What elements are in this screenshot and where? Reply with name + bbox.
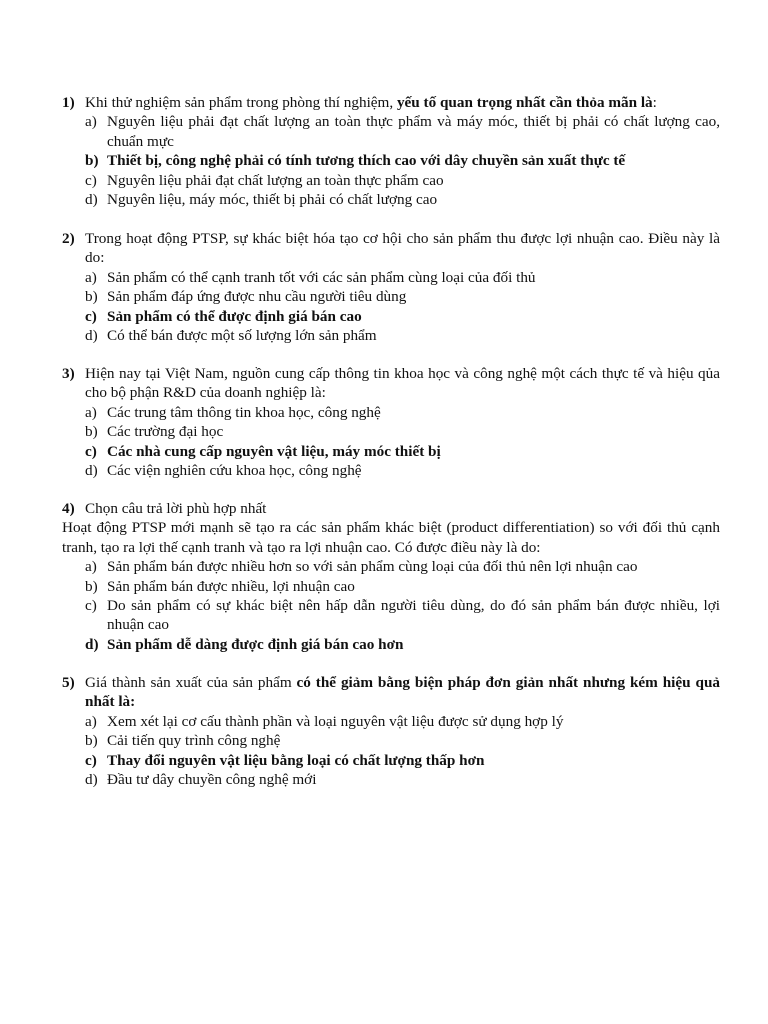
answer-option-a xyxy=(62,268,720,287)
option-text: Sản phẩm đáp ứng được nhu cầu người tiêu dùng xyxy=(107,288,407,306)
answer-option-c xyxy=(62,751,720,770)
question-stem xyxy=(62,499,720,518)
option-text: Sản phẩm bán được nhiều hơn so với sản phẩm cùng loại của đối thủ nên lợi nhuận cao xyxy=(107,558,638,576)
question-stem xyxy=(62,93,720,112)
option-label: c) xyxy=(85,307,97,325)
answer-options xyxy=(62,557,720,654)
option-text: Thay đổi nguyên vật liệu bằng loại có chất lượng thấp hơn xyxy=(107,751,485,769)
question-stem xyxy=(62,229,720,268)
option-text: Nguyên liệu, máy móc, thiết bị phải có chất lượng cao xyxy=(107,191,438,209)
option-label: a) xyxy=(85,403,97,421)
answer-options xyxy=(62,403,720,481)
stem-text: Trong hoạt động PTSP, sự khác biệt hóa tạo cơ hội cho sản phẩm thu được lợi nhuận cao. Điều này là do: xyxy=(85,230,720,267)
option-text: Có thể bán được một số lượng lớn sản phẩm xyxy=(107,327,377,345)
option-text: Các trường đại học xyxy=(107,423,224,441)
option-label: d) xyxy=(85,191,98,209)
answer-option-a xyxy=(62,112,720,151)
question-5 xyxy=(62,673,720,789)
option-text: Nguyên liệu phải đạt chất lượng an toàn thực phẩm và máy móc, thiết bị phải có chất lượng cao, chuẩn mực xyxy=(107,113,720,150)
option-text: Đầu tư dây chuyền công nghệ mới xyxy=(107,771,317,789)
answer-option-c xyxy=(62,171,720,190)
option-label: b) xyxy=(85,423,98,441)
question-number: 3) xyxy=(62,365,75,382)
answer-option-a xyxy=(62,403,720,422)
answer-option-d xyxy=(62,190,720,209)
answer-option-a xyxy=(62,557,720,576)
option-label: d) xyxy=(85,771,98,789)
option-text: Sản phẩm dễ dàng được định giá bán cao hơn xyxy=(107,635,404,653)
answer-option-d xyxy=(62,326,720,345)
answer-option-b xyxy=(62,287,720,306)
stem-emphasis: có thể giảm bằng biện pháp đơn giản nhất nhưng kém hiệu quả nhất là: xyxy=(85,674,720,711)
answer-option-a xyxy=(62,712,720,731)
answer-option-b xyxy=(62,731,720,750)
question-number: 4) xyxy=(62,500,75,517)
question-number: 2) xyxy=(62,230,75,247)
option-label: a) xyxy=(85,268,97,286)
option-label: c) xyxy=(85,442,97,460)
option-text: Cải tiến quy trình công nghệ xyxy=(107,732,281,750)
question-number: 1) xyxy=(62,94,75,111)
option-label: a) xyxy=(85,113,97,131)
option-text: Do sản phẩm có sự khác biệt nên hấp dẫn người tiêu dùng, do đó sản phẩm bán được nhiều, lợi nhuận cao xyxy=(107,597,720,634)
answer-option-d xyxy=(62,461,720,480)
stem-text: Hiện nay tại Việt Nam, nguồn cung cấp thông tin khoa học và công nghệ một cách thực tế và hiệu qủa cho bộ phận R&D của doanh nghiệp là: xyxy=(85,365,720,402)
option-label: b) xyxy=(85,732,98,750)
answer-options xyxy=(62,112,720,209)
answer-option-b xyxy=(62,422,720,441)
question-1 xyxy=(62,93,720,209)
question-number: 5) xyxy=(62,674,75,691)
question-2 xyxy=(62,229,720,345)
question-3 xyxy=(62,364,720,480)
question-intro: Hoạt động PTSP mới mạnh sẽ tạo ra các sản phẩm khác biệt (product differentiation) so với đối thủ cạnh tranh, tạo ra lợi thế cạnh tranh và tạo ra lợi nhuận cao. Có được điều này là do: xyxy=(62,519,720,556)
answer-option-b xyxy=(62,151,720,170)
option-text: Sản phẩm có thể được định giá bán cao xyxy=(107,307,362,325)
question-stem xyxy=(62,364,720,403)
option-label: d) xyxy=(85,462,98,480)
answer-option-c xyxy=(62,307,720,326)
answer-option-b xyxy=(62,577,720,596)
stem-text: Chọn câu trả lời phù hợp nhất xyxy=(85,500,267,517)
option-text: Thiết bị, công nghệ phải có tính tương thích cao với dây chuyền sản xuất thực tế xyxy=(107,152,626,170)
stem-text: : xyxy=(652,94,657,111)
option-text: Xem xét lại cơ cấu thành phần và loại nguyên vật liệu được sử dụng hợp lý xyxy=(107,712,564,730)
option-text: Sản phẩm bán được nhiều, lợi nhuận cao xyxy=(107,577,355,595)
stem-text: Khi thử nghiệm sản phẩm trong phòng thí nghiệm, xyxy=(85,94,397,111)
option-text: Nguyên liệu phải đạt chất lượng an toàn thực phẩm cao xyxy=(107,171,444,189)
answer-option-c xyxy=(62,596,720,635)
question-4 xyxy=(62,499,720,654)
option-text: Sản phẩm có thể cạnh tranh tốt với các sản phẩm cùng loại của đối thủ xyxy=(107,268,536,286)
answer-options xyxy=(62,268,720,346)
option-label: b) xyxy=(85,577,98,595)
question-stem xyxy=(62,673,720,712)
option-label: c) xyxy=(85,751,97,769)
option-label: c) xyxy=(85,171,97,189)
option-label: b) xyxy=(85,152,99,170)
stem-text: Giá thành sản xuất của sản phẩm xyxy=(85,674,297,691)
answer-option-c xyxy=(62,442,720,461)
stem-emphasis: yếu tố quan trọng nhất cần thỏa mãn là xyxy=(396,94,653,111)
option-label: c) xyxy=(85,597,97,615)
answer-option-d xyxy=(62,770,720,789)
option-label: a) xyxy=(85,558,97,576)
option-text: Các nhà cung cấp nguyên vật liệu, máy móc thiết bị xyxy=(107,442,441,460)
answer-option-d xyxy=(62,635,720,654)
option-label: d) xyxy=(85,327,98,345)
answer-options xyxy=(62,712,720,790)
option-label: d) xyxy=(85,635,99,653)
option-label: b) xyxy=(85,288,98,306)
option-text: Các trung tâm thông tin khoa học, công nghệ xyxy=(107,403,381,421)
option-text: Các viện nghiên cứu khoa học, công nghệ xyxy=(107,462,362,480)
option-label: a) xyxy=(85,712,97,730)
